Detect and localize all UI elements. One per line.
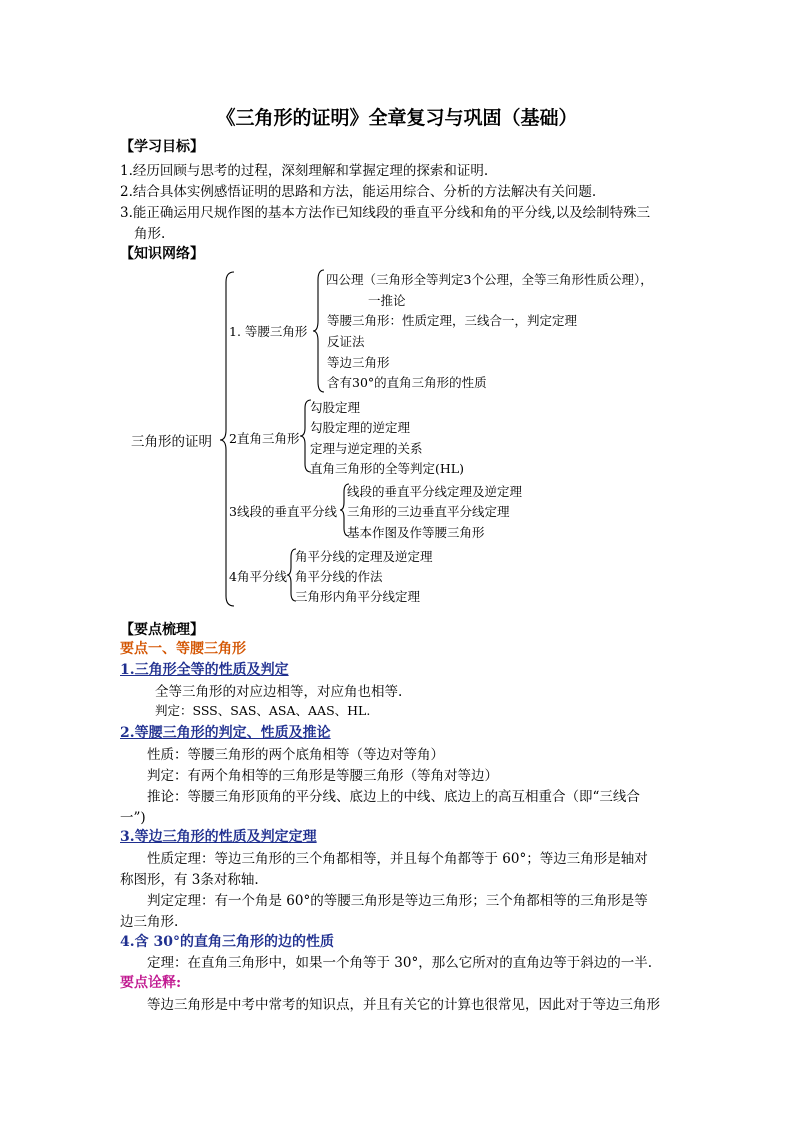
section-line: 边三角形. (120, 914, 179, 930)
goal-item: 角形. (134, 226, 166, 242)
section-line: 定理：在直角三角形中，如果一个角等于 30°，那么它所对的直角边等于斜边的一半. (147, 955, 653, 971)
network-root: 三角形的证明 (131, 434, 212, 450)
goal-item: 3.能正确运用尺规作图的基本方法作已知线段的垂直平分线和角的平分线,以及绘制特殊三 (120, 205, 651, 221)
section-line: 推论：等腰三角形顶角的平分线、底边上的中线、底边上的高互相重合（即“三线合 (147, 789, 640, 805)
section-title (120, 722, 331, 742)
section-title: 4.含 30°的直角三角形的边的性质 (120, 934, 334, 950)
section-line: 性质：等腰三角形的两个底角相等（等边对等角） (147, 747, 444, 763)
group-item: 三角形的三边垂直平分线定理 (347, 504, 510, 519)
group-item: 等腰三角形：性质定理，三线合一，判定定理 (327, 313, 578, 328)
group-item: 勾股定理的逆定理 (310, 420, 411, 435)
section-line: 一”) (120, 810, 146, 826)
section-title-text: 1.三角形全等的性质及判定 (120, 662, 289, 678)
section-line: 判定定理：有一个角是 60°的等腰三角形是等边三角形；三个角都相等的三角形是等 (147, 893, 648, 909)
section-title-text: 3.等边三角形的性质及判定定理 (120, 829, 317, 845)
section-line: 性质定理：等边三角形的三个角都相等，并且每个角都等于 60°；等边三角形是轴对 (147, 851, 648, 867)
goals-heading: 【学习目标】 (120, 139, 204, 155)
goal-item: 2.结合具体实例感悟证明的思路和方法，能运用综合、分析的方法解决有关问题. (120, 184, 597, 200)
points-heading: 【要点梳理】 (120, 622, 204, 638)
section-title (120, 659, 289, 679)
group-item: 直角三角形的全等判定(HL) (310, 461, 464, 476)
group-item: 定理与逆定理的关系 (310, 441, 423, 456)
group-item: 反证法 (327, 334, 365, 349)
group-item: 线段的垂直平分线定理及逆定理 (347, 484, 523, 499)
group-label: 3线段的垂直平分线 (229, 504, 337, 519)
group-item: 四公理（三角形全等判定3个公理，全等三角形性质公理）， (326, 272, 653, 287)
explain-heading: 要点诠释: (120, 975, 182, 991)
group-item: 角平分线的作法 (295, 569, 383, 584)
group-label: 2直角三角形 (229, 431, 300, 446)
network-heading: 【知识网络】 (120, 246, 204, 262)
group-item: 三角形内角平分线定理 (295, 589, 421, 604)
section-line: 全等三角形的对应边相等，对应角也相等. (155, 684, 403, 700)
section-line: 称图形，有 3条对称轴. (120, 872, 259, 888)
group-item: 基本作图及作等腰三角形 (347, 525, 485, 540)
group-item: 含有30°的直角三角形的性质 (327, 375, 487, 390)
group-item: 勾股定理 (310, 400, 361, 415)
group-item: 一推论 (368, 293, 406, 308)
section-line: 判定：有两个角相等的三角形是等腰三角形（等角对等边） (147, 768, 498, 784)
point1-heading: 要点一、等腰三角形 (120, 641, 246, 657)
section-line: 判定：SSS、SAS、ASA、AAS、HL. (155, 703, 371, 718)
section-title-text: 2.等腰三角形的判定、性质及推论 (120, 725, 331, 741)
explain-text: 等边三角形是中考中常考的知识点，并且有关它的计算也很常见，因此对于等边三角形 (147, 997, 660, 1013)
section-title (120, 826, 317, 846)
goal-item: 1.经历回顾与思考的过程，深刻理解和掌握定理的探索和证明. (120, 163, 489, 179)
brace-group-1 (313, 270, 324, 392)
group-item: 等边三角形 (327, 355, 390, 370)
group-label: 1. 等腰三角形 (229, 324, 308, 339)
group-label: 4角平分线 (229, 569, 287, 584)
group-item: 角平分线的定理及逆定理 (295, 549, 433, 564)
page-title: 《三角形的证明》全章复习与巩固（基础） (216, 107, 578, 129)
